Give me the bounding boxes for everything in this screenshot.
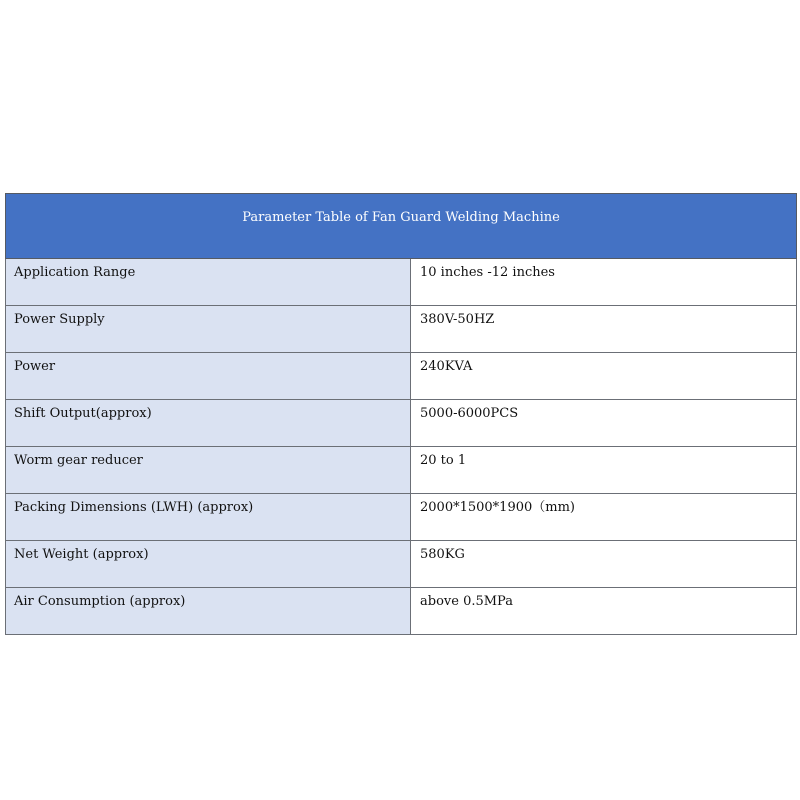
param-value-cell xyxy=(411,353,797,400)
param-label: Power xyxy=(14,359,56,374)
param-label: Air Consumption (approx) xyxy=(14,594,186,609)
table-row xyxy=(6,588,797,635)
param-label-cell xyxy=(6,259,411,306)
param-value-cell xyxy=(411,494,797,541)
table-row xyxy=(6,400,797,447)
param-label: Power Supply xyxy=(14,312,105,327)
param-label: Net Weight (approx) xyxy=(14,547,149,562)
param-value: above 0.5MPa xyxy=(420,594,513,609)
param-label: Application Range xyxy=(14,265,136,280)
param-value: 580KG xyxy=(420,547,465,562)
param-value: 380V-50HZ xyxy=(420,312,495,327)
param-value-cell xyxy=(411,588,797,635)
param-value-cell xyxy=(411,447,797,494)
param-label: Shift Output(approx) xyxy=(14,406,152,421)
param-value-cell xyxy=(411,400,797,447)
param-label-cell xyxy=(6,306,411,353)
param-label-cell xyxy=(6,541,411,588)
param-value-cell xyxy=(411,541,797,588)
param-value: 10 inches -12 inches xyxy=(420,265,555,280)
table-header-row xyxy=(6,194,797,259)
param-value: 20 to 1 xyxy=(420,453,467,468)
param-label-cell xyxy=(6,400,411,447)
param-label-cell xyxy=(6,353,411,400)
param-value: 5000-6000PCS xyxy=(420,406,519,421)
param-label-cell xyxy=(6,588,411,635)
param-value: 2000*1500*1900（mm) xyxy=(420,500,575,515)
table-row xyxy=(6,306,797,353)
parameter-table-container xyxy=(5,193,796,635)
table-row xyxy=(6,494,797,541)
table-title: Parameter Table of Fan Guard Welding Machine xyxy=(6,194,797,259)
param-label: Packing Dimensions (LWH) (approx) xyxy=(14,500,254,515)
table-row xyxy=(6,541,797,588)
param-value: 240KVA xyxy=(420,359,473,374)
table-row xyxy=(6,353,797,400)
param-value-cell xyxy=(411,306,797,353)
param-label-cell xyxy=(6,494,411,541)
table-row xyxy=(6,447,797,494)
param-value-cell xyxy=(411,259,797,306)
param-label: Worm gear reducer xyxy=(14,453,143,468)
parameter-table xyxy=(5,193,797,635)
table-row xyxy=(6,259,797,306)
param-label-cell xyxy=(6,447,411,494)
